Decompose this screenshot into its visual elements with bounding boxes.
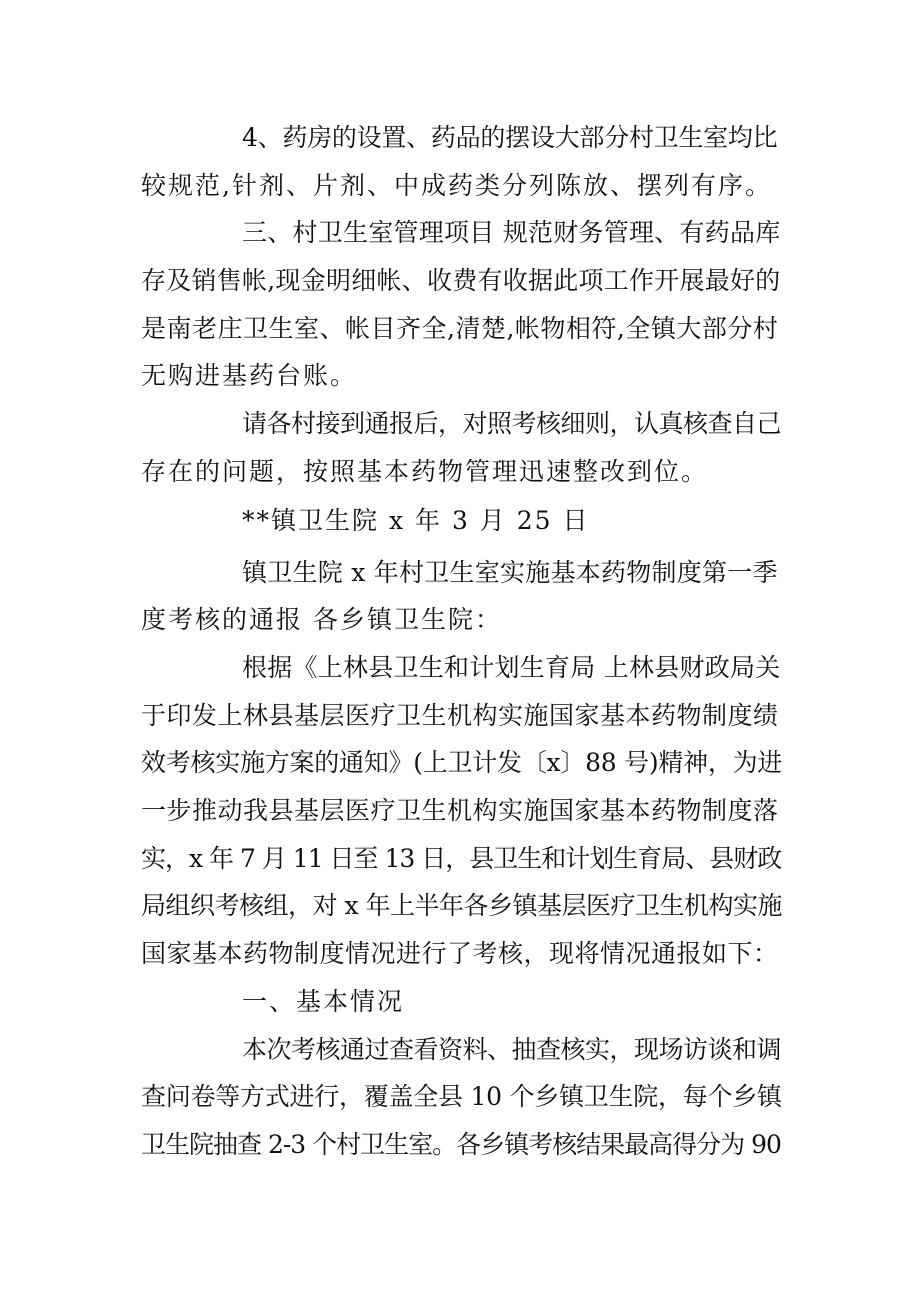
text-line: 较规范,针剂、片剂、中成药类分列陈放、摆列有序。 [141,171,772,200]
text-line: 实，x 年 7 月 11 日至 13 日，县卫生和计划生育局、县财政 [141,844,782,873]
text-line: 国家基本药物制度情况进行了考核，现将情况通报如下： [141,939,779,968]
text-line: 4、药房的设置、药品的摆设大部分村卫生室均比 [242,123,778,152]
text-line: 请各村接到通报后，对照考核细则，认真核查自己 [242,409,782,438]
text-line: 镇卫生院 x 年村卫生室实施基本药物制度第一季 [242,558,778,587]
signature-date-line: **镇卫生院 x 年 3 月 25 日 [242,506,590,535]
text-line: 是南老庄卫生室、帐目齐全,清楚,帐物相符,全镇大部分村 [141,314,779,343]
text-line: 根据《上林县卫生和计划生育局 上林县财政局关 [242,653,781,682]
text-line: 查问卷等方式进行，覆盖全县 10 个乡镇卫生院，每个乡镇 [141,1082,782,1111]
text-line: 本次考核通过查看资料、抽查核实，现场访谈和调 [242,1035,782,1064]
text-line: 一步推动我县基层医疗卫生机构实施国家基本药物制度落 [141,796,779,825]
text-line: 于印发上林县基层医疗卫生机构实施国家基本药物制度绩 [141,701,779,730]
text-line: 度考核的通报 各乡镇卫生院： [141,605,502,634]
text-line: 效考核实施方案的通知》(上卫计发〔x〕88 号)精神，为进 [141,748,783,777]
text-line: 三、村卫生室管理项目 规范财务管理、有药品库 [242,218,781,247]
text-line: 存在的问题，按照基本药物管理迅速整改到位。 [141,457,709,486]
text-line: 无购进基药台账。 [141,361,358,390]
text-line: 局组织考核组，对 x 年上半年各乡镇基层医疗卫生机构实施 [141,891,782,920]
text-line: 卫生院抽查 2-3 个村卫生室。各乡镇考核结果最高得分为 90 [141,1130,781,1159]
text-line: 存及销售帐,现金明细帐、收费有收据此项工作开展最好的 [141,266,781,295]
section-heading: 一、基本情况 [242,987,405,1016]
